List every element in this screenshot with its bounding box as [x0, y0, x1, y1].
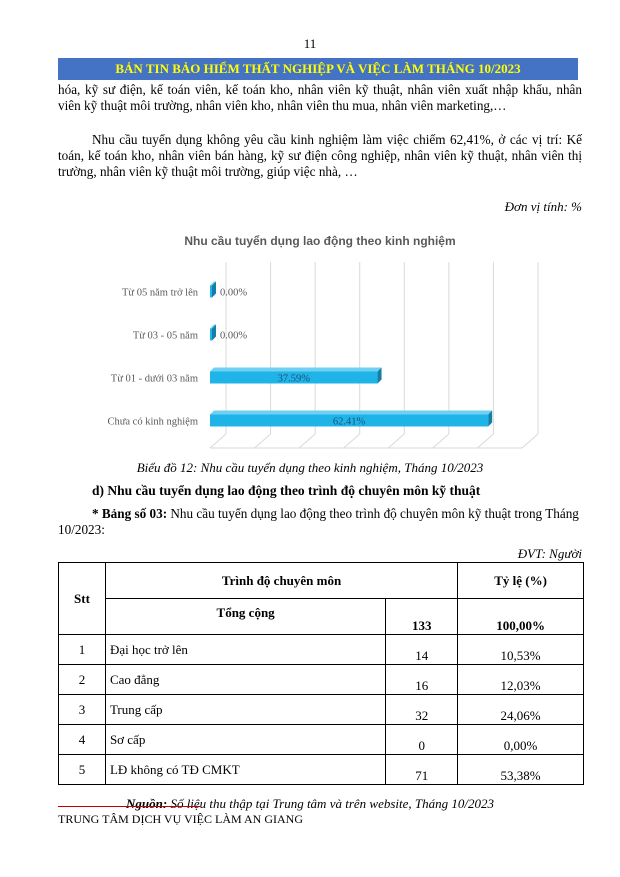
- footer-org: TRUNG TÂM DỊCH VỤ VIỆC LÀM AN GIANG: [58, 812, 304, 826]
- table-unit: ĐVT: Người: [517, 546, 582, 561]
- table-note-label: * Bảng số 03:: [92, 506, 168, 521]
- table-row: [59, 725, 584, 755]
- row-rate: 53,38%: [458, 755, 584, 785]
- row-count: 32: [386, 695, 458, 725]
- table-row: [59, 635, 584, 665]
- table-note: [58, 506, 582, 538]
- total-label: Tổng cộng: [105, 599, 385, 635]
- gridline-floor: [255, 434, 271, 448]
- section-heading: d) Nhu cầu tuyển dụng lao động theo trình độ chuyên môn kỹ thuật: [92, 483, 481, 498]
- row-level: LĐ không có TĐ CMKT: [105, 755, 385, 785]
- gridline-floor: [210, 434, 226, 448]
- data-label: 37.59%: [277, 373, 310, 385]
- total-rate: 100,00%: [458, 599, 584, 635]
- bar: [210, 329, 212, 341]
- paragraph-positions: hóa, kỹ sư điện, kế toán viên, kế toán kho, nhân viên kỹ thuật, nhân viên xuất nhập khẩu, nhân viên kỹ thuật môi trường, nhân viên kho, nhân viên thu mua, nhân viên marketing,…: [58, 82, 582, 113]
- footer-divider: [58, 806, 200, 807]
- row-level: Đại học trở lên: [105, 635, 385, 665]
- header-rate: Tỷ lệ (%): [458, 563, 584, 599]
- gridline-floor: [522, 434, 538, 448]
- row-level: Sơ cấp: [105, 725, 385, 755]
- category-label: Từ 03 - 05 năm: [132, 330, 198, 342]
- header-level: Trình độ chuyên môn: [105, 563, 457, 599]
- source-note: [0, 796, 620, 812]
- data-label: 0.00%: [220, 330, 248, 342]
- table-row: [59, 665, 584, 695]
- qualification-table: [58, 562, 584, 785]
- table-note-text: Nhu cầu tuyển dụng lao động theo trình độ chuyên môn kỹ thuật trong Tháng 10/2023:: [58, 506, 579, 537]
- bar-top: [210, 411, 492, 415]
- table-row: [59, 695, 584, 725]
- chart-title: Nhu cầu tuyển dụng lao động theo kinh nghiệm: [184, 234, 456, 248]
- category-label: Từ 05 năm trở lên: [122, 287, 198, 299]
- table-body: [59, 635, 584, 785]
- row-stt: 3: [59, 695, 106, 725]
- row-stt: 5: [59, 755, 106, 785]
- data-label: 62.41%: [332, 416, 366, 428]
- row-level: Trung cấp: [105, 695, 385, 725]
- gridline-floor: [433, 434, 449, 448]
- bar-top: [210, 368, 382, 372]
- gridline-floor: [299, 434, 315, 448]
- total-count: 133: [386, 599, 458, 635]
- source-text: Số liệu thu thập tại Trung tâm và trên website, Tháng 10/2023: [167, 796, 494, 811]
- row-level: Cao đẳng: [105, 665, 385, 695]
- unit-label: Đơn vị tính: %: [504, 199, 582, 214]
- bar: [210, 286, 212, 298]
- table-total-row: [59, 599, 584, 635]
- row-rate: 10,53%: [458, 635, 584, 665]
- row-rate: 0,00%: [458, 725, 584, 755]
- bulletin-banner: BẢN TIN BẢO HIỂM THẤT NGHIỆP VÀ VIỆC LÀM THÁNG 10/2023: [58, 58, 578, 80]
- row-count: 14: [386, 635, 458, 665]
- row-rate: 24,06%: [458, 695, 584, 725]
- gridline-floor: [388, 434, 404, 448]
- chart-category-labels: [107, 288, 198, 428]
- gridline-floor: [477, 434, 493, 448]
- header-stt: Stt: [59, 563, 106, 635]
- paragraph-no-experience: Nhu cầu tuyển dụng không yêu cầu kinh nghiệm làm việc chiếm 62,41%, ở các vị trí: Kế toán, kế toán kho, nhân viên bán hàng, kỹ sư điện công nghiệp, nhân viên kỹ thuật, nhân viên thị trường, nhân viên kỹ thuật môi trường, giúp việc nhà, …: [58, 132, 582, 179]
- category-label: Chưa có kinh nghiệm: [107, 416, 198, 428]
- row-stt: 1: [59, 635, 106, 665]
- gridline-floor: [344, 434, 360, 448]
- row-count: 0: [386, 725, 458, 755]
- row-rate: 12,03%: [458, 665, 584, 695]
- experience-bar-chart: [58, 250, 582, 460]
- row-stt: 4: [59, 725, 106, 755]
- table-row: [59, 755, 584, 785]
- row-count: 16: [386, 665, 458, 695]
- row-stt: 2: [59, 665, 106, 695]
- chart-caption: Biểu đồ 12: Nhu cầu tuyển dụng theo kinh nghiệm, Tháng 10/2023: [136, 460, 484, 475]
- source-label: Nguồn:: [126, 796, 168, 811]
- data-label: 0.00%: [220, 287, 248, 299]
- page-number: 11: [303, 36, 317, 51]
- category-label: Từ 01 - dưới 03 năm: [110, 373, 198, 385]
- chart-bars: [210, 282, 492, 427]
- row-count: 71: [386, 755, 458, 785]
- table-header-row: [59, 563, 584, 599]
- chart-data-labels: [220, 288, 366, 428]
